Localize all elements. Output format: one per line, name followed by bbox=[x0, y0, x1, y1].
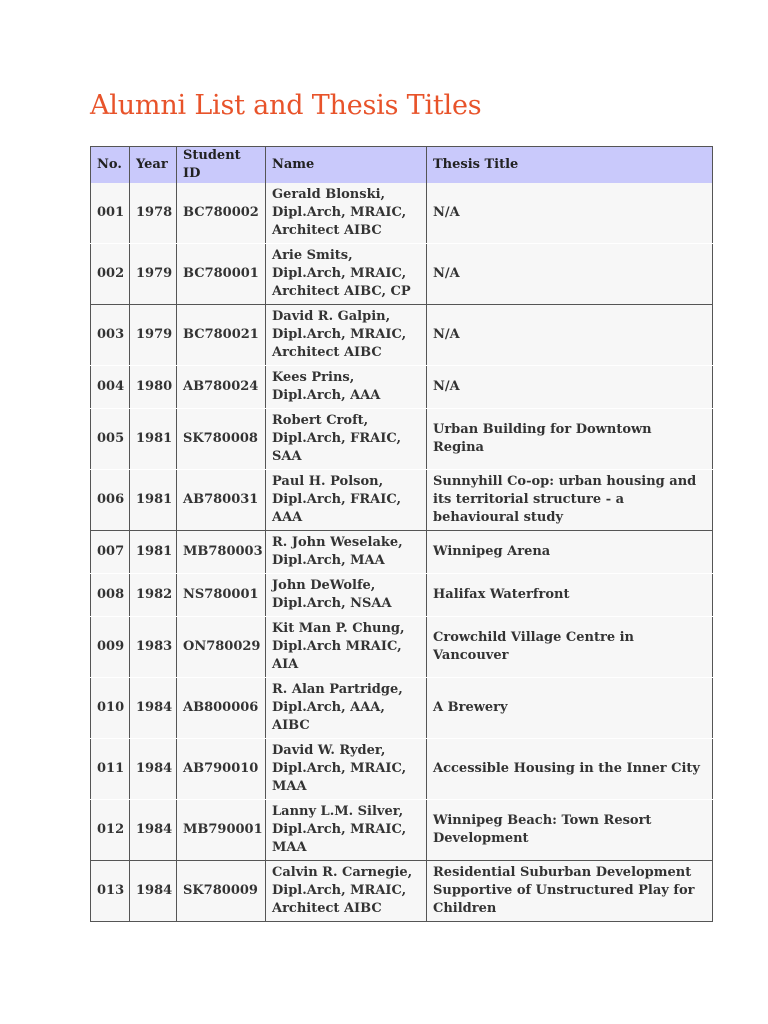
cell-student-id: BC780001 bbox=[177, 244, 266, 305]
table-row bbox=[91, 470, 713, 531]
header-name: Name bbox=[266, 147, 427, 184]
cell-student-id: BC780002 bbox=[177, 183, 266, 244]
cell-name: Calvin R. Carnegie, Dipl.Arch, MRAIC, Architect AIBC bbox=[266, 861, 427, 922]
cell-thesis-title: Residential Suburban Development Supportive of Unstructured Play for Children bbox=[427, 861, 713, 922]
cell-thesis-title: Halifax Waterfront bbox=[427, 574, 713, 617]
cell-name: Arie Smits, Dipl.Arch, MRAIC, Architect AIBC, CP bbox=[266, 244, 427, 305]
cell-student-id: AB780024 bbox=[177, 366, 266, 409]
cell-year: 1981 bbox=[130, 470, 177, 531]
cell-name: Robert Croft, Dipl.Arch, FRAIC, SAA bbox=[266, 409, 427, 470]
alumni-table bbox=[90, 146, 713, 922]
cell-year: 1984 bbox=[130, 800, 177, 861]
cell-year: 1979 bbox=[130, 305, 177, 366]
cell-no: 012 bbox=[91, 800, 130, 861]
cell-no: 007 bbox=[91, 531, 130, 574]
cell-year: 1979 bbox=[130, 244, 177, 305]
cell-name: David R. Galpin, Dipl.Arch, MRAIC, Architect AIBC bbox=[266, 305, 427, 366]
table-row bbox=[91, 244, 713, 305]
cell-name: Paul H. Polson, Dipl.Arch, FRAIC, AAA bbox=[266, 470, 427, 531]
cell-thesis-title: Urban Building for Downtown Regina bbox=[427, 409, 713, 470]
page-title: Alumni List and Thesis Titles bbox=[90, 90, 482, 121]
cell-name: R. John Weselake, Dipl.Arch, MAA bbox=[266, 531, 427, 574]
cell-thesis-title: N/A bbox=[427, 305, 713, 366]
cell-year: 1984 bbox=[130, 739, 177, 800]
cell-student-id: NS780001 bbox=[177, 574, 266, 617]
cell-thesis-title: N/A bbox=[427, 183, 713, 244]
table-row bbox=[91, 183, 713, 244]
cell-year: 1984 bbox=[130, 678, 177, 739]
cell-student-id: SK780009 bbox=[177, 861, 266, 922]
table-row bbox=[91, 617, 713, 678]
cell-year: 1981 bbox=[130, 409, 177, 470]
table-header-row bbox=[91, 147, 713, 184]
cell-thesis-title: Sunnyhill Co-op: urban housing and its territorial structure - a behavioural study bbox=[427, 470, 713, 531]
cell-no: 004 bbox=[91, 366, 130, 409]
table-row bbox=[91, 800, 713, 861]
cell-name: David W. Ryder, Dipl.Arch, MRAIC, MAA bbox=[266, 739, 427, 800]
cell-name: R. Alan Partridge, Dipl.Arch, AAA, AIBC bbox=[266, 678, 427, 739]
cell-no: 005 bbox=[91, 409, 130, 470]
cell-student-id: AB780031 bbox=[177, 470, 266, 531]
cell-no: 013 bbox=[91, 861, 130, 922]
cell-year: 1981 bbox=[130, 531, 177, 574]
cell-year: 1978 bbox=[130, 183, 177, 244]
cell-thesis-title: Accessible Housing in the Inner City bbox=[427, 739, 713, 800]
cell-thesis-title: Winnipeg Arena bbox=[427, 531, 713, 574]
cell-name: Kees Prins, Dipl.Arch, AAA bbox=[266, 366, 427, 409]
cell-name: John DeWolfe, Dipl.Arch, NSAA bbox=[266, 574, 427, 617]
cell-no: 010 bbox=[91, 678, 130, 739]
cell-year: 1983 bbox=[130, 617, 177, 678]
table-row bbox=[91, 531, 713, 574]
cell-thesis-title: N/A bbox=[427, 244, 713, 305]
table-row bbox=[91, 409, 713, 470]
cell-no: 011 bbox=[91, 739, 130, 800]
table-row bbox=[91, 574, 713, 617]
cell-year: 1984 bbox=[130, 861, 177, 922]
cell-year: 1980 bbox=[130, 366, 177, 409]
cell-thesis-title: N/A bbox=[427, 366, 713, 409]
cell-name: Gerald Blonski, Dipl.Arch, MRAIC, Architect AIBC bbox=[266, 183, 427, 244]
cell-student-id: AB800006 bbox=[177, 678, 266, 739]
table-row bbox=[91, 305, 713, 366]
header-no: No. bbox=[91, 147, 130, 184]
cell-name: Kit Man P. Chung, Dipl.Arch MRAIC, AIA bbox=[266, 617, 427, 678]
cell-no: 008 bbox=[91, 574, 130, 617]
cell-year: 1982 bbox=[130, 574, 177, 617]
cell-thesis-title: A Brewery bbox=[427, 678, 713, 739]
header-thesis-title: Thesis Title bbox=[427, 147, 713, 184]
header-year: Year bbox=[130, 147, 177, 184]
cell-student-id: ON780029 bbox=[177, 617, 266, 678]
cell-no: 009 bbox=[91, 617, 130, 678]
table-row bbox=[91, 678, 713, 739]
cell-student-id: AB790010 bbox=[177, 739, 266, 800]
cell-student-id: SK780008 bbox=[177, 409, 266, 470]
table-row bbox=[91, 861, 713, 922]
cell-name: Lanny L.M. Silver, Dipl.Arch, MRAIC, MAA bbox=[266, 800, 427, 861]
cell-no: 002 bbox=[91, 244, 130, 305]
cell-thesis-title: Crowchild Village Centre in Vancouver bbox=[427, 617, 713, 678]
header-student-id: Student ID bbox=[177, 147, 266, 184]
cell-no: 001 bbox=[91, 183, 130, 244]
cell-thesis-title: Winnipeg Beach: Town Resort Development bbox=[427, 800, 713, 861]
cell-student-id: BC780021 bbox=[177, 305, 266, 366]
cell-student-id: MB790001 bbox=[177, 800, 266, 861]
cell-student-id: MB780003 bbox=[177, 531, 266, 574]
table-row bbox=[91, 366, 713, 409]
cell-no: 006 bbox=[91, 470, 130, 531]
table-row bbox=[91, 739, 713, 800]
cell-no: 003 bbox=[91, 305, 130, 366]
